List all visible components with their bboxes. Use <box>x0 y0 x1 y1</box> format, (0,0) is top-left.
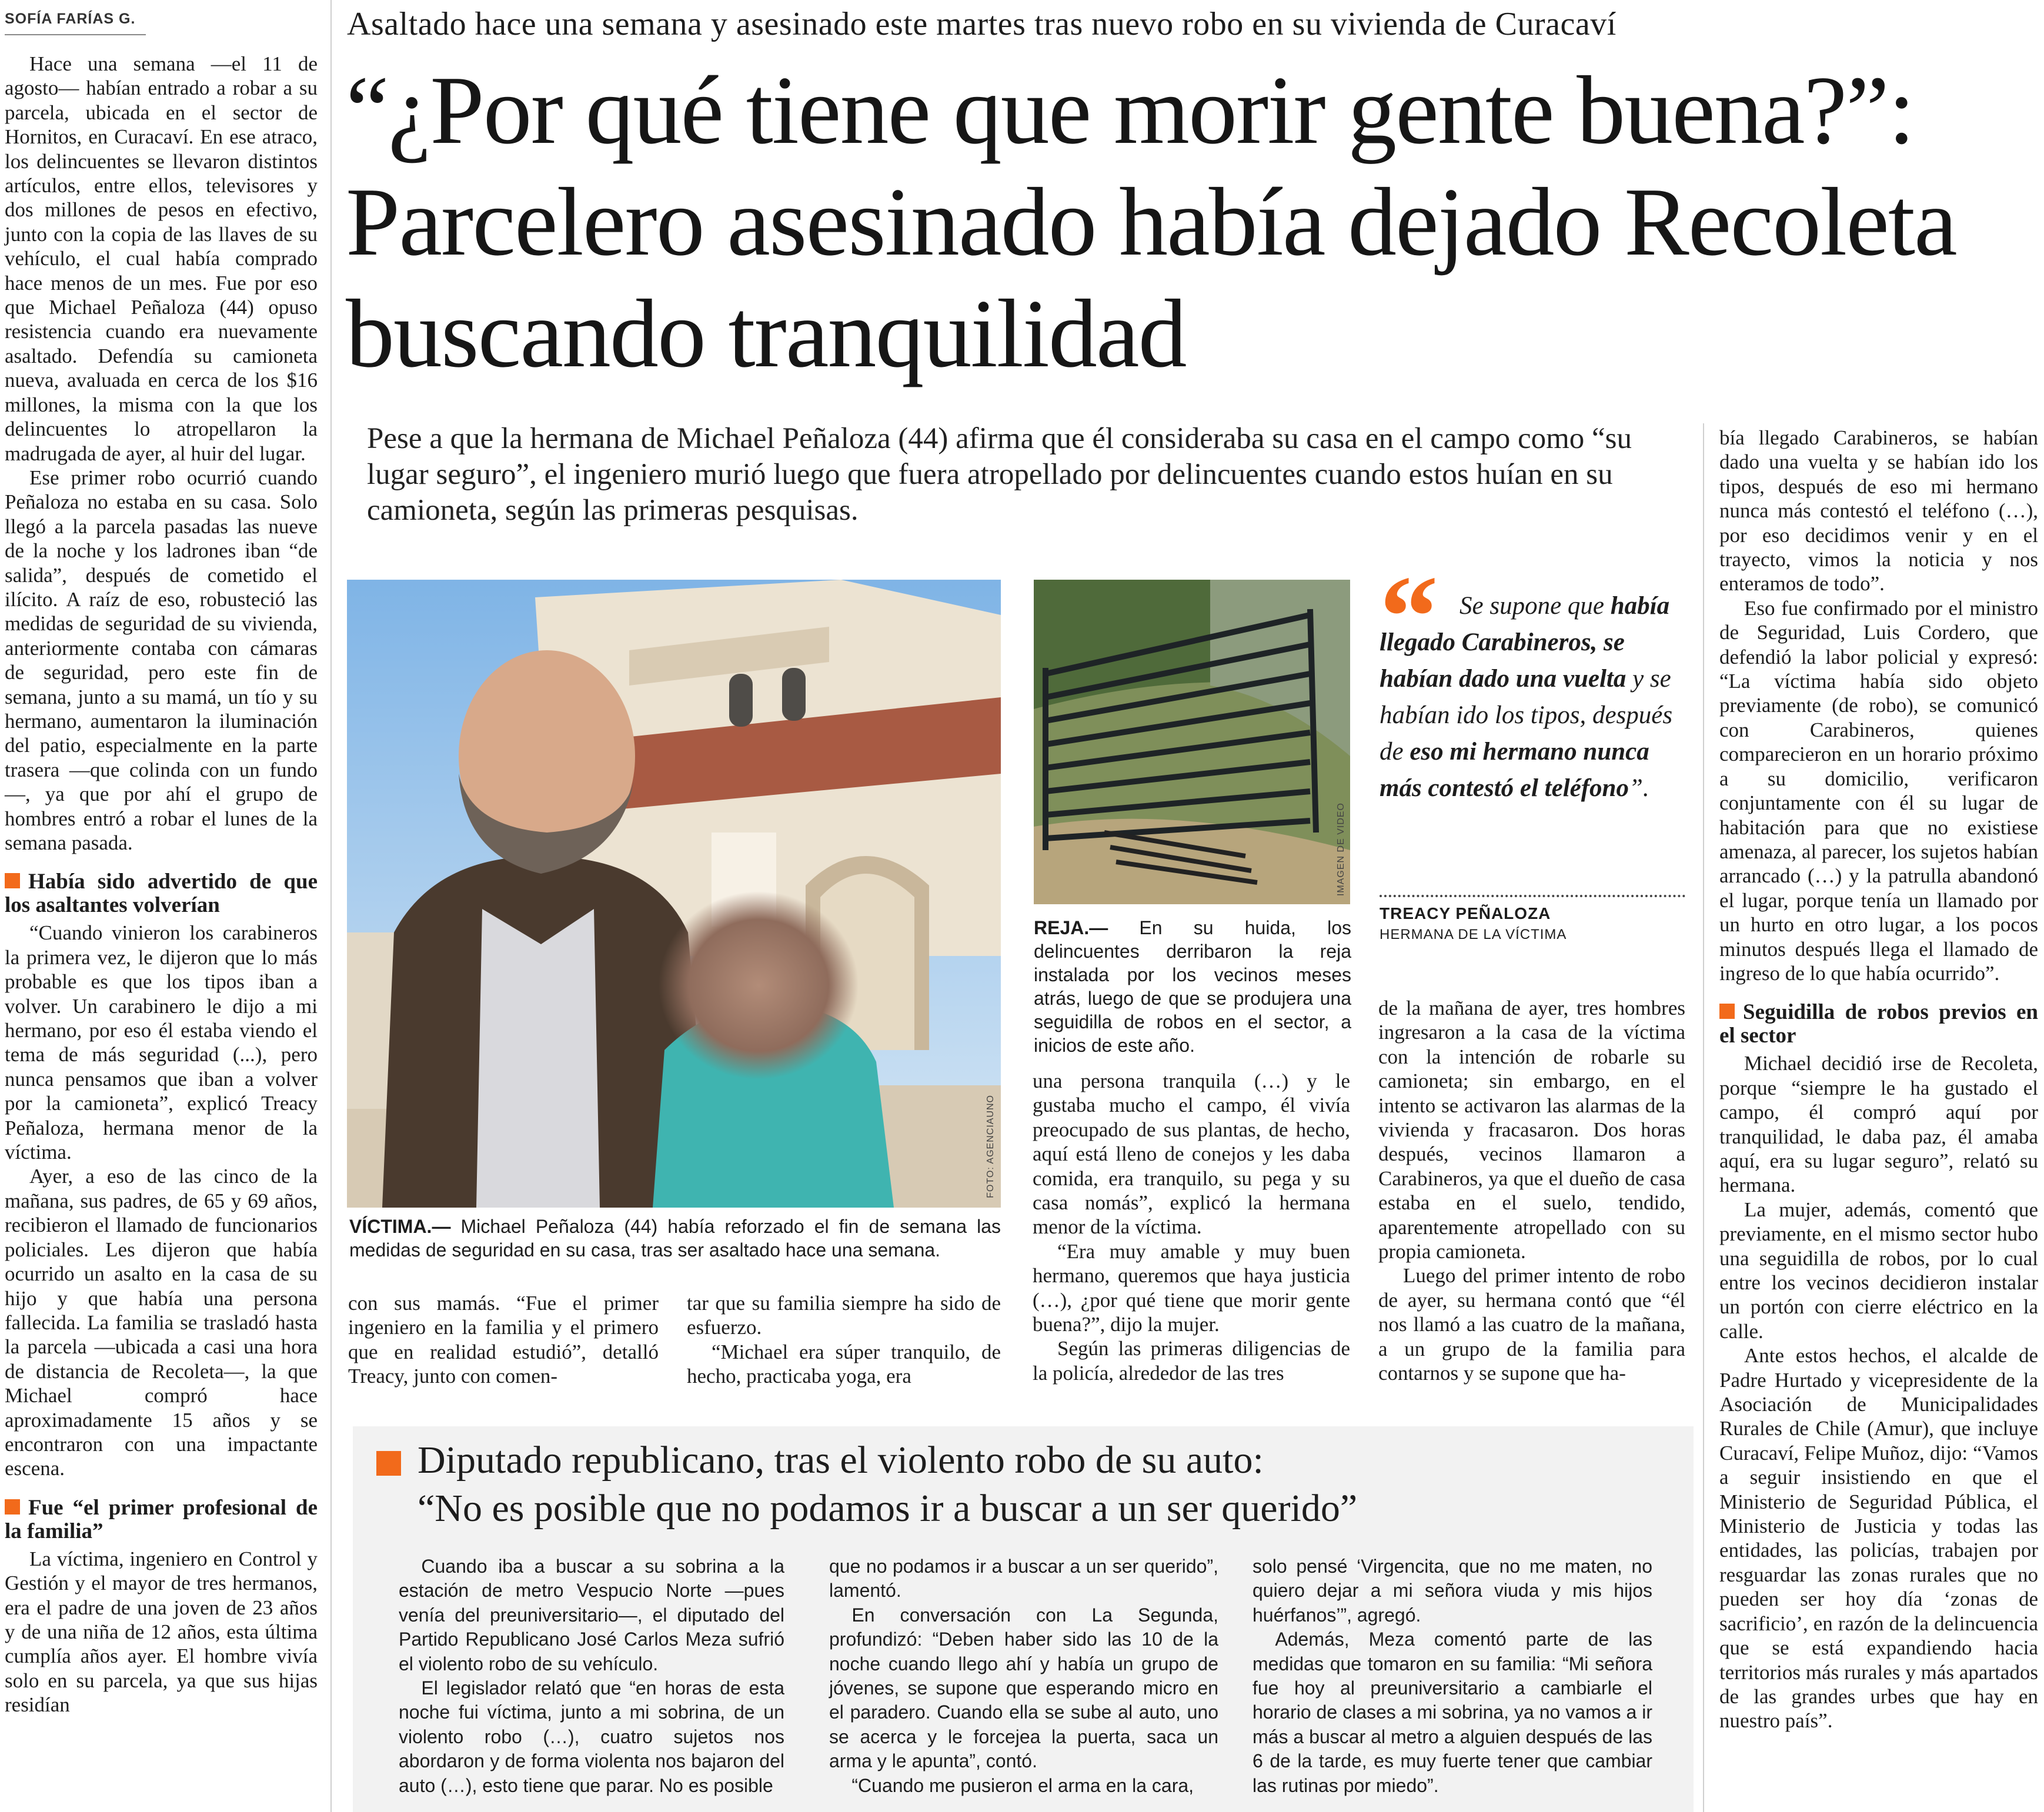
paragraph: una persona tranquila (…) y le gustaba mucho el campo, él vivía preocupado de sus plantas, de hecho, aquí está lleno de conejos y les daba comida, era tranquilo, su pega y su casa nomás”, explicó la hermana menor de la víctima. <box>1033 1069 1350 1239</box>
paragraph: Cuando iba a buscar a su sobrina a la estación de metro Vespucio Norte —pues venía del preuniversitario—, el diputado del Partido Republicano José Carlos Meza sufrió el violento robo de su vehículo. <box>399 1556 784 1674</box>
mid-column-d <box>1378 996 1685 1386</box>
kicker: Asaltado hace una semana y asesinado este martes tras nuevo robo en su vivienda de Curacaví <box>347 6 1617 42</box>
paragraph: “Cuando me pusieron el arma en la cara, <box>851 1774 1194 1796</box>
subhead-text: Fue “el primer profesional de la familia” <box>5 1495 318 1543</box>
caption-text: Michael Peñaloza (44) había reforzado el fin de semana las medidas de seguridad en su casa, tras ser asaltado hace una semana. <box>349 1216 1001 1261</box>
quote-text-regular: Se supone que <box>1459 592 1611 620</box>
paragraph: “Era muy amable y muy buen hermano, queremos que haya justicia (…), ¿por qué tiene que morir gente buena?”, dijo la mujer. <box>1033 1239 1350 1336</box>
column-divider <box>1703 423 1704 1812</box>
mid-column-a <box>348 1291 659 1389</box>
paragraph: Luego del primer intento de robo de ayer, su hermana contó que “él nos llamó a las cuatro de la mañana, a un grupo de la familia para contarnos y se supone que ha- <box>1378 1264 1685 1385</box>
square-bullet-icon <box>5 873 20 888</box>
photo-victim <box>347 580 1001 1208</box>
paragraph: Ayer, a eso de las cinco de la mañana, sus padres, de 65 y 69 años, recibieron el llamado de funcionarios policiales. Les dijeron que había ocurrido un asalto en la casa de su hijo y que había una persona fallecida. La familia se trasladó hasta la parcela —ubicada a casi una hora de distancia de Recoleta—, la que Michael compró hace aproximadamente 15 años y se encontraron con una impactante escena. <box>5 1165 318 1480</box>
square-bullet-icon <box>5 1499 20 1515</box>
paragraph: con sus mamás. “Fue el primer ingeniero en la familia y el primero que en realidad estudió”, detalló Treacy, junto con comen- <box>348 1292 659 1388</box>
paragraph: Michael decidió irse de Recoleta, porque “siempre le ha gustado el campo, él compró aquí por tranquilidad, le daba paz, él amaba aquí, era su lugar seguro”, relató su hermana. <box>1719 1052 2038 1197</box>
paragraph: tar que su familia siempre ha sido de esfuerzo. <box>687 1292 1001 1339</box>
paragraph: La mujer, además, comentó que previamente, en el mismo sector hubo una seguidilla de robos, por lo cual entre los vecinos decidieron instalar un portón con cierre eléctrico en la calle. <box>1719 1198 2038 1343</box>
caption-label: REJA.— <box>1034 917 1108 938</box>
right-column-text <box>1719 426 2038 1733</box>
subhead-text: Seguidilla de robos previos en el sector <box>1719 1000 2038 1048</box>
box-column-1 <box>399 1554 784 1798</box>
left-column-text <box>5 52 318 1717</box>
paragraph: Además, Meza comentó parte de las medidas que tomaron en su familia: “Mi señora fue hoy al preuniversitario a cambiarle el horario de clases a mi sobrina, ya no vamos a ir más a buscar al metro a alguien después de las 6 de la tarde, es muy fuerte tener que cambiar las rutinas por miedo”. <box>1253 1629 1652 1796</box>
paragraph: El legislador relató que “en horas de esta noche fui víctima, junto a mi sobrina, de un violento robo (…), cuatro sujetos nos abordaron y de forma violenta nos bajaron del auto (…), esto tiene que parar. No es posible <box>399 1677 784 1796</box>
paragraph: que no podamos ir a buscar a un ser querido”, lamentó. <box>829 1556 1218 1602</box>
left-column <box>0 0 325 1812</box>
mid-column-c <box>1033 1069 1350 1385</box>
paragraph: Ante estos hechos, el alcalde de Padre Hurtado y vicepresidente de la Asociación de Municipalidades Rurales de Chile (Amur), que incluye Curacaví, Felipe Muñoz, dijo: “Vamos a seguir insistiendo en que el Ministerio de Seguridad Pública, el Ministerio de Justicia y todas las entidades, las policías, trabajen por resguardar las zonas rurales que no pueden ser hoy día ‘zonas de sacrificio’, en razón de la delincuencia que se está expandiendo hacia territorios más rurales y más apartados de las grandes urbes que hay en nuestro país”. <box>1719 1344 2038 1733</box>
byline: SOFÍA FARÍAS G. <box>5 11 136 27</box>
paragraph: solo pensé ‘Virgencita, que no me maten, no quiero dejar a mi señora viuda y mis hijos huérfanos’”, agregó. <box>1253 1556 1652 1626</box>
subhead-text: Había sido advertido de que los asaltantes volverían <box>5 870 318 918</box>
photo-credit: IMAGEN DE VIDEO <box>1336 802 1346 896</box>
paragraph: bía llegado Carabineros, se habían dado una vuelta y se habían ido los tipos, después de eso mi hermano nunca más contestó el teléfono (…), por eso decidimos venir y en el trayecto, vimos la noticia y nos enteramos de todo”. <box>1719 426 2038 596</box>
photo-credit: FOTO: AGENCIAUNO <box>986 1095 996 1198</box>
lead-paragraph: Pese a que la hermana de Michael Peñaloza (44) afirma que él consideraba su casa en el campo como “su lugar seguro”, el ingeniero murió luego que fuera atropellado por delincuentes cuando estos huían en su camioneta, según las primeras pesquisas. <box>367 422 1632 527</box>
paragraph: “Cuando vinieron los carabineros la primera vez, le dijeron que lo más probable es que los tipos iban a volver. Un carabinero le dijo a mi hermano, por eso él estaba viendo el tema de más seguridad (...), pero nunca pensamos que iban a volver por la camioneta”, explicó Treacy Peñaloza, hermana menor de la víctima. <box>5 921 318 1164</box>
paragraph: Eso fue confirmado por el ministro de Seguridad, Luis Cordero, que defendió la labor policial y expresó: “La víctima había sido objeto previamente (de robo), se comunicó con Carabineros, quienes comparecieron en un horario próximo a su domicilio, verificaron conjuntamente con él su lugar de habitación para que no existiese amenaza, al parecer, los sujetos habían arrancado (…) y la patrulla abandonó el lugar, porque tenía un llamado por un hurto en otro lugar, a los pocos minutos después llega el llamado de ingreso de lo que había ocurrido”. <box>1719 596 2038 985</box>
caption-label: VÍCTIMA.— <box>349 1216 451 1237</box>
caption-text: En su huida, los delincuentes derribaron la reja instalada por los vecinos meses atrás, luego de que se produjera una seguidilla de robos en el sector, a inicios de este año. <box>1034 917 1351 1056</box>
photo-gate-caption <box>1034 916 1351 1057</box>
photo-victim-image <box>347 580 1001 1208</box>
square-bullet-icon <box>1719 1004 1735 1019</box>
column-divider <box>330 0 332 1812</box>
quote-text-bold: eso mi hermano nunca más contestó el teléfono <box>1380 738 1649 802</box>
mid-column-b <box>687 1291 1001 1389</box>
quote-name: TREACY PEÑALOZA <box>1380 904 1551 922</box>
paragraph: En conversación con La Segunda, profundizó: “Deben haber sido las 10 de la noche cuando llego ahí y había un grupo de jóvenes, se supone que esperando micro en el paradero. Cuando ella se sube al auto, uno se acerca y le forcejea la puerta, saca un arma y le apunta”, contó. <box>829 1604 1218 1772</box>
box-headline-2: “No es posible que no podamos ir a buscar a un ser querido” <box>418 1487 1358 1530</box>
sidebar-box <box>353 1426 1694 1812</box>
photo-victim-caption <box>349 1215 1001 1262</box>
photo-gate <box>1034 580 1350 904</box>
paragraph: “Michael era súper tranquilo, de hecho, practicaba yoga, era <box>687 1340 1001 1388</box>
quote-text <box>1380 588 1685 807</box>
paragraph: Ese primer robo ocurrió cuando Peñaloza no estaba en su casa. Solo llegó a la parcela pasadas las nueve de la noche y los ladrones iban “de salida”, después de cometido el ilícito. A raíz de eso, robusteció las medidas de seguridad de su vivienda, anteriormente contaba con cámaras de seguridad, pero este fin de semana, junto a su mamá, un tío y su hermano, aumentaron la iluminación del patio, especialmente en la parte trasera —que colinda con un fundo—, ya que por ahí el grupo de hombres entró a robar el lunes de la semana pasada. <box>5 466 318 854</box>
box-headline-1: Diputado republicano, tras el violento robo de su auto: <box>418 1439 1264 1482</box>
quote-rule <box>1380 895 1685 897</box>
quote-text-regular: ”. <box>1628 774 1649 802</box>
square-bullet-icon <box>376 1451 401 1476</box>
paragraph: La víctima, ingeniero en Control y Gestión y el mayor de tres hermanos, era el padre de una joven de 23 años y de una niña de 12 años, esta última cumplía años ayer. El hombre vivía solo en su parcela, ya que sus hijas residían <box>5 1547 318 1717</box>
paragraph: de la mañana de ayer, tres hombres ingresaron a la casa de la víctima con la intención de robarle su camioneta; sin embargo, en el intento se activaron las alarmas de la vivienda y fracasaron. Dos horas después, vecinos llamaron a Carabineros, ya que el dueño de casa estaba en el suelo, tendido, aparentemente atropellado con su propia camioneta. <box>1378 997 1685 1263</box>
box-column-3 <box>1253 1554 1652 1798</box>
subhead <box>1719 1001 2038 1048</box>
quote-mark-icon: “ <box>1380 552 1438 682</box>
quote-text-regular: y se habían ido los tipos, después de <box>1380 665 1673 765</box>
paragraph: Según las primeras diligencias de la policía, alrededor de las tres <box>1033 1337 1350 1385</box>
photo-gate-image <box>1034 580 1350 904</box>
subhead <box>5 870 318 917</box>
subhead <box>5 1496 318 1543</box>
box-column-2 <box>829 1554 1218 1798</box>
byline-rule <box>5 34 146 35</box>
quote-role: HERMANA DE LA VÍCTIMA <box>1380 927 1567 942</box>
paragraph: Hace una semana —el 11 de agosto— habían entrado a robar a su parcela, ubicada en el sector de Hornitos, en Curacaví. En ese atraco, los delincuentes se llevaron distintos artículos, entre ellos, televisores y dos millones de pesos en efectivo, junto con la copia de las llaves de su vehículo, el cual había comprado hace menos de un mes. Fue por eso que Michael Peñaloza (44) opuso resistencia cuando era nuevamente asaltado. Defendía su camioneta nueva, avaluada en cerca de los $16 millones, la misma con la que los delincuentes lo atropellaron la madrugada de ayer, al huir del lugar. <box>5 52 318 465</box>
headline: “¿Por qué tiene que morir gente buena?”: Parcelero asesinado había dejado Recoleta buscando tranquilidad <box>346 56 1956 387</box>
quote-text-bold: había llegado Carabineros, se habían dado una vuelta <box>1380 592 1670 693</box>
